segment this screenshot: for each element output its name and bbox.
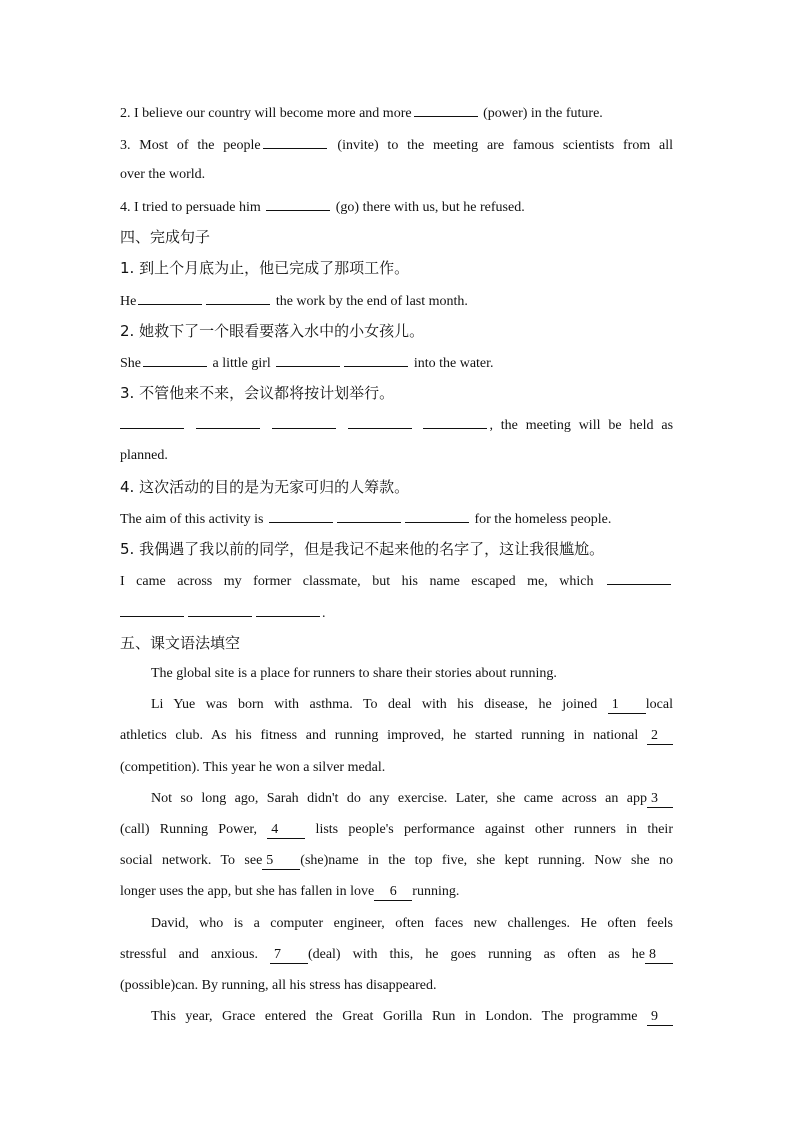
sentence-2-english: She a little girl into the water.	[120, 352, 673, 374]
sentence-5-chinese: 5. 我偶遇了我以前的同学，但是我记不起来他的名字了，这让我很尴尬。	[120, 540, 605, 558]
blank-3[interactable]: 3	[647, 791, 673, 808]
answer-blank[interactable]	[348, 414, 412, 429]
passage-line: longer uses the app, but she has fallen in love 6 running.	[120, 884, 460, 899]
answer-blank[interactable]	[423, 414, 487, 429]
sentence-5-cont: .	[120, 602, 673, 624]
answer-blank[interactable]	[188, 602, 252, 617]
passage-line: Li Yue was born with asthma. To deal with his disease, he joined 1 local	[151, 697, 673, 712]
answer-blank[interactable]	[276, 352, 340, 367]
answer-blank[interactable]	[120, 414, 184, 429]
sentence-3-cont: planned.	[120, 448, 168, 463]
answer-blank[interactable]	[405, 508, 469, 523]
passage-line: (competition). This year he won a silver medal.	[120, 760, 386, 775]
passage-line: social network. To see 5 (she)name in the top five, she kept running. Now she no	[120, 853, 673, 868]
passage-line: This year, Grace entered the Great Gorilla Run in London. The programme 9	[151, 1007, 673, 1027]
answer-blank[interactable]	[266, 196, 330, 211]
question-3: 3. Most of the people (invite) to the meeting are famous scientists from all	[120, 134, 673, 156]
passage-line: Not so long ago, Sarah didn't do any exercise. Later, she came across an app 3	[151, 789, 673, 809]
sentence-4-chinese: 4. 这次活动的目的是为无家可归的人筹款。	[120, 478, 410, 496]
passage-line: (call) Running Power, 4 lists people's performance against other runners in their	[120, 822, 673, 837]
sentence-5-english: I came across my former classmate, but his name escaped me, which	[120, 570, 673, 592]
question-2: 2. I believe our country will become more and more (power) in the future.	[120, 102, 673, 124]
blank-6[interactable]: 6	[374, 884, 412, 901]
sentence-2-chinese: 2. 她救下了一个眼看要落入水中的小女孩儿。	[120, 322, 425, 340]
blank-9[interactable]: 9	[647, 1009, 673, 1026]
answer-blank[interactable]	[143, 352, 207, 367]
answer-blank[interactable]	[256, 602, 320, 617]
section-4-heading: 四、完成句子	[120, 228, 211, 246]
answer-blank[interactable]	[263, 134, 327, 149]
answer-blank[interactable]	[269, 508, 333, 523]
blank-2[interactable]: 2	[647, 728, 673, 745]
question-4: 4. I tried to persuade him (go) there with us, but he refused.	[120, 196, 673, 218]
passage-line: David, who is a computer engineer, often faces new challenges. He often feels	[151, 916, 673, 931]
passage-line: athletics club. As his fitness and running improved, he started running in national 2	[120, 726, 673, 746]
blank-7[interactable]: 7	[270, 947, 308, 964]
answer-blank[interactable]	[206, 290, 270, 305]
sentence-3-english: , the meeting will be held as	[120, 414, 673, 436]
question-3-cont: over the world.	[120, 167, 206, 182]
answer-blank[interactable]	[344, 352, 408, 367]
blank-1[interactable]: 1	[608, 697, 646, 714]
sentence-3-chinese: 3. 不管他来不来，会议都将按计划举行。	[120, 384, 395, 402]
blank-5[interactable]: 5	[262, 853, 300, 870]
answer-blank[interactable]	[607, 570, 671, 585]
section-5-heading: 五、课文语法填空	[120, 634, 241, 652]
answer-blank[interactable]	[138, 290, 202, 305]
passage-line: (possible)can. By running, all his stress has disappeared.	[120, 978, 437, 993]
blank-4[interactable]: 4	[267, 822, 305, 839]
answer-blank[interactable]	[196, 414, 260, 429]
passage-line: stressful and anxious. 7 (deal) with this, he goes running as often as he 8	[120, 945, 673, 965]
passage-line: The global site is a place for runners to share their stories about running.	[151, 666, 557, 681]
answer-blank[interactable]	[414, 102, 478, 117]
answer-blank[interactable]	[120, 602, 184, 617]
blank-8[interactable]: 8	[645, 947, 673, 964]
sentence-1-chinese: 1. 到上个月底为止，他已完成了那项工作。	[120, 259, 410, 277]
answer-blank[interactable]	[337, 508, 401, 523]
sentence-1-english: He the work by the end of last month.	[120, 290, 673, 312]
answer-blank[interactable]	[272, 414, 336, 429]
sentence-4-english: The aim of this activity is for the homeless people.	[120, 508, 673, 530]
